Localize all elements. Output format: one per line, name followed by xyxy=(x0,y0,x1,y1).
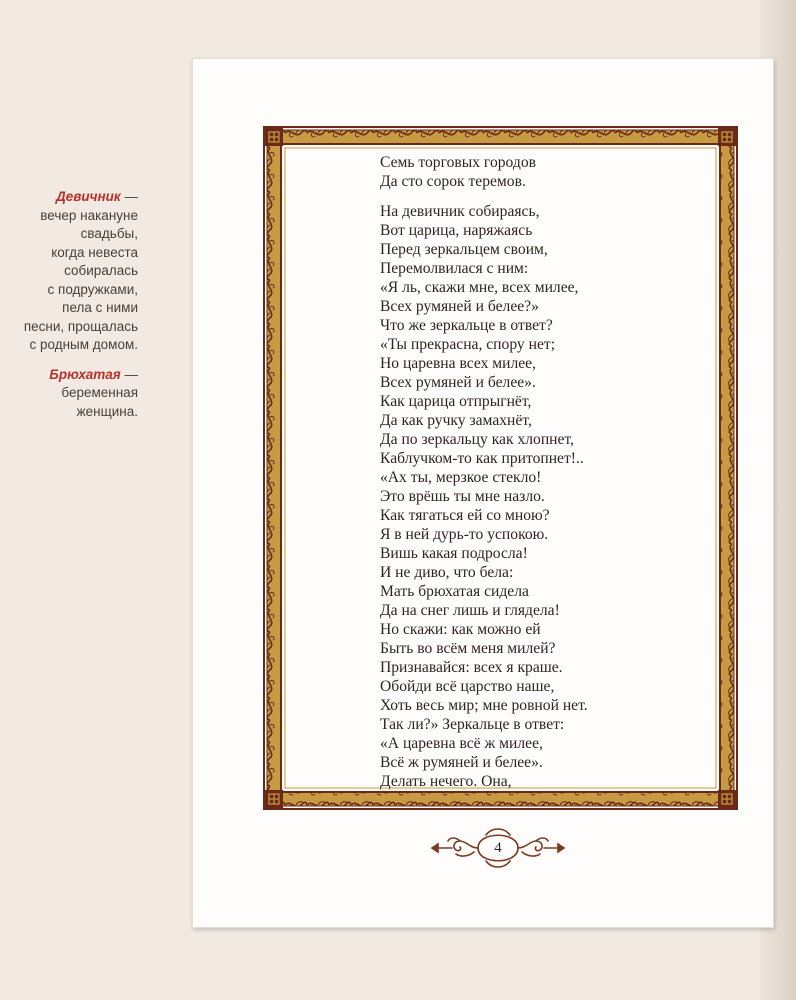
poem-line: Перед зеркальцем своим, xyxy=(380,241,548,258)
poem-line: Но скажи: как можно ей xyxy=(380,621,541,638)
poem-line: Как царица отпрыгнёт, xyxy=(380,393,532,410)
poem-line: Быть во всём меня милей? xyxy=(380,640,556,657)
glossary-dash: — xyxy=(124,189,138,204)
poem-line: Всех румяней и белее?» xyxy=(380,298,539,315)
poem-line: Вишь какая подросла! xyxy=(380,545,528,562)
poem-line: Так ли?» Зеркальце в ответ: xyxy=(380,716,565,733)
poem-line: «Я ль, скажи мне, всех милее, xyxy=(380,279,579,296)
glossary-line: с подружками, xyxy=(47,281,138,297)
poem-line: «А царевна всё ж милее, xyxy=(380,735,543,752)
poem-line: Да по зеркальцу как хлопнет, xyxy=(380,431,574,448)
poem-line: Это врёшь ты мне назло. xyxy=(380,488,545,505)
poem-line: Каблучком-то как притопнет!.. xyxy=(380,450,584,467)
poem-line: Что же зеркальце в ответ? xyxy=(380,317,553,334)
poem-line: Признавайся: всех я краше. xyxy=(380,659,563,676)
glossary-entry xyxy=(12,366,138,422)
glossary-line: беременная xyxy=(61,385,138,400)
poem-line: Да на снег лишь и глядела! xyxy=(380,602,560,619)
poem-line: Семь торговых городов xyxy=(380,154,536,171)
glossary-entry xyxy=(12,188,138,355)
stanza-gap xyxy=(380,191,700,202)
glossary-line: женщина. xyxy=(76,403,138,419)
poem-line: И не диво, что бела: xyxy=(380,564,514,581)
poem-line: «Ах ты, мерзкое стекло! xyxy=(380,469,542,486)
poem-line: Вот царица, наряжаясь xyxy=(380,222,533,239)
poem-line: Мать брюхатая сидела xyxy=(380,583,529,600)
glossary-term: Брюхатая xyxy=(49,366,121,382)
glossary-line: песни, прощалась xyxy=(23,318,138,334)
poem-text xyxy=(380,153,700,791)
glossary-line: с родным домом. xyxy=(29,337,138,352)
poem-line: Обойди всё царство наше, xyxy=(380,678,555,695)
glossary-line: пела с ними xyxy=(62,300,138,315)
poem-line: Всё ж румяней и белее». xyxy=(380,754,543,771)
poem-line: Да сто сорок теремов. xyxy=(380,173,526,190)
poem-line: Всех румяней и белее». xyxy=(380,374,536,391)
poem-line: Но царевна всех милее, xyxy=(380,355,536,372)
glossary-dash: — xyxy=(124,366,138,382)
poem-line: На девичник собираясь, xyxy=(380,203,540,220)
glossary-line: свадьбы, xyxy=(80,226,138,241)
poem-line: Как тягаться ей со мною? xyxy=(380,507,550,524)
glossary xyxy=(12,188,138,432)
glossary-line: когда невеста xyxy=(51,244,138,260)
poem-line: «Ты прекрасна, спору нет; xyxy=(380,336,556,353)
page-number: 4 xyxy=(494,840,502,856)
poem-line: Делать нечего. Она, xyxy=(380,773,512,790)
glossary-term: Девичник xyxy=(55,189,121,204)
glossary-line: собиралась xyxy=(64,263,138,278)
poem-line: Хоть весь мир; мне ровной нет. xyxy=(380,697,588,714)
poem-line: Перемолвилася с ним: xyxy=(380,260,529,277)
poem-line: Да как ручку замахнёт, xyxy=(380,412,532,429)
glossary-line: вечер накануне xyxy=(40,207,138,223)
poem-line: Я в ней дурь-то успокою. xyxy=(380,526,549,543)
